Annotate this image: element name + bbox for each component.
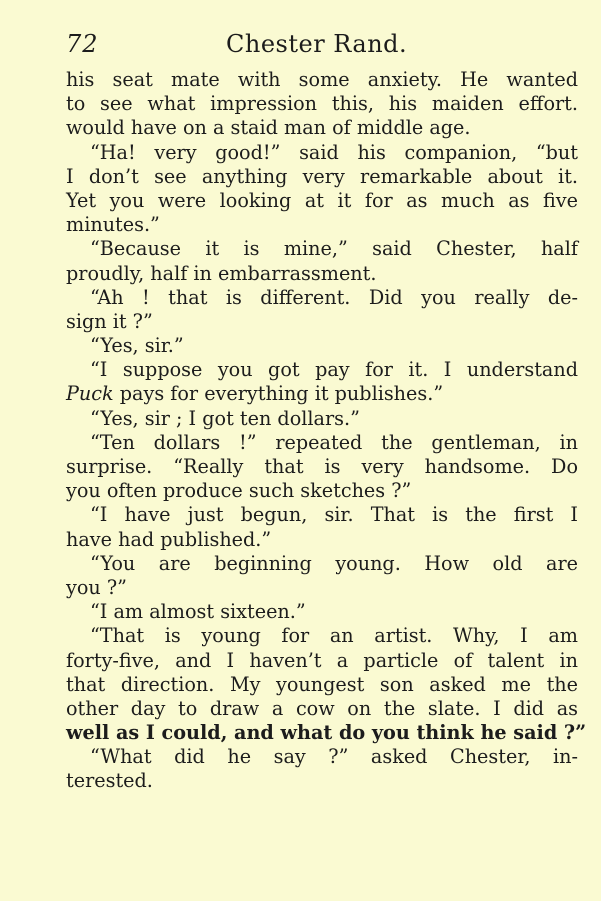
text-line: surprise. “Really that is very handsome. Do [66,455,578,478]
text-line: would have on a staid man of middle age. [66,116,471,140]
text-line: proudly, half in embarrassment. [66,261,377,285]
text-line: to see what impression this, his maiden effort. [66,92,578,116]
text-line: “Ah ! that is different. Did you really de- [90,285,578,309]
text-line: “Ten dollars !” repeated the gentleman, in [90,430,578,454]
page-header [66,30,536,64]
text-line: that direction. My youngest son asked me the [66,672,578,696]
text-line: well as I could, and what do you think he said ?” [66,721,587,745]
text-line: I don’t see anything very remarkable about it. [66,164,578,188]
text-line: “I am almost sixteen.” [90,600,306,624]
page-number: 72 [66,30,99,58]
italic-title: Puck [66,382,114,406]
text-line: “I suppose you got pay for it. I understand [90,358,578,382]
body-text [66,68,587,794]
text-line: minutes.” [66,213,160,237]
text-line: “That is young for an artist. Why, I am [90,624,578,648]
text-line: Yet you were looking at it for as much as five [66,188,578,212]
text-line: terested. [66,769,153,793]
text-line: forty-five, and I haven’t a particle of talent in [66,648,578,672]
running-head: Chester Rand. [226,30,408,58]
text-line: “I have just begun, sir. That is the first I [90,503,578,527]
text-line: “Because it is mine,” said Chester, half [90,237,578,261]
text-line: “Yes, sir.” [90,334,184,358]
text-line: “What did he say ?” asked Chester, in- [90,745,578,769]
text-line: “Ha! very good!” said his companion, “but [90,140,578,164]
text-line: have had published.” [66,527,272,551]
text-line: other day to draw a cow on the slate. I did as [66,696,578,720]
text-line: you often produce such sketches ?” [66,479,412,503]
text-line: his seat mate with some anxiety. He wanted [66,68,578,91]
text-line: “You are beginning young. How old are [90,551,578,575]
text-line: sign it ?” [66,309,153,333]
text-line: “Yes, sir ; I got ten dollars.” [90,406,360,430]
text-line: you ?” [66,575,127,599]
text-line: Puck pays for everything it publishes.” [66,382,444,406]
